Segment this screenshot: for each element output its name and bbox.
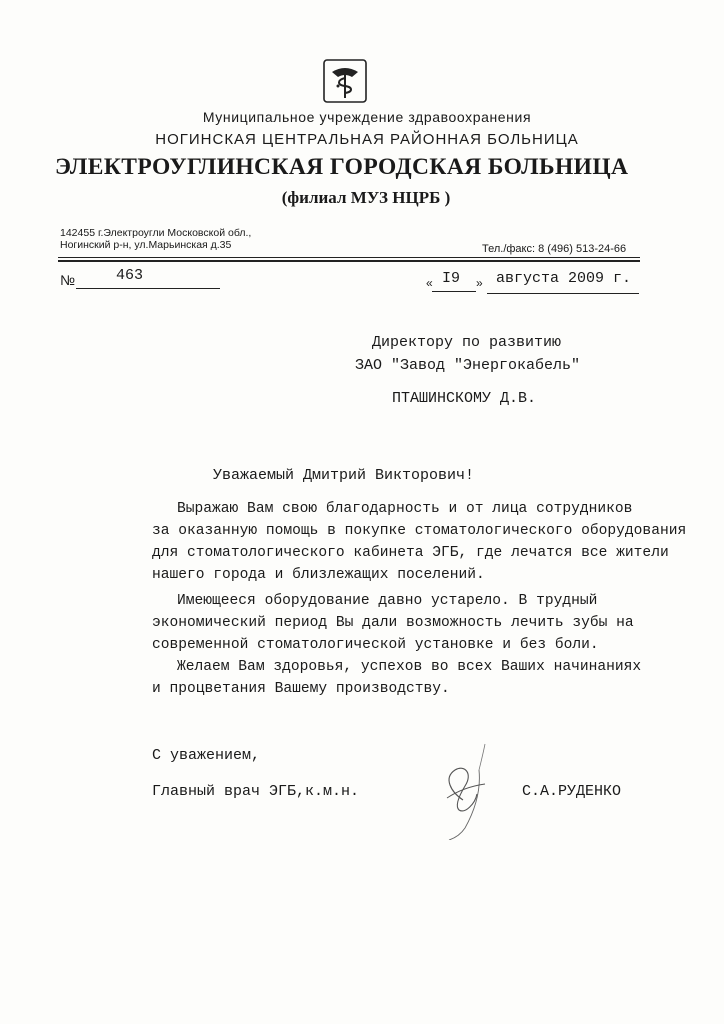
date-quote-close: » — [476, 276, 483, 290]
greeting: Уважаемый Дмитрий Викторович! — [213, 467, 475, 484]
recipient-company: ЗАО "Завод "Энергокабель" — [355, 357, 581, 374]
body-line: Желаем Вам здоровья, успехов во всех Ваших начинаниях — [177, 659, 642, 675]
body-line: экономический период Вы дали возможность лечить зубы на — [152, 615, 634, 631]
body-line: Выражаю Вам свою благодарность и от лица сотрудников — [177, 501, 633, 517]
date-month-year: августа 2009 г. — [496, 270, 632, 287]
body-line: современной стоматологической установке и без боли. — [152, 637, 599, 653]
org-branch: (филиал МУЗ НЦРБ ) — [281, 188, 451, 207]
ref-number-label: № — [60, 272, 76, 288]
body-line: нашего города и близлежащих поселений. — [152, 567, 485, 583]
address-line-1: 142455 г.Электроугли Московской обл., — [60, 227, 252, 239]
address-line-2: Ногинский р-н, ул.Марьинская д.35 — [60, 239, 232, 251]
recipient-title: Директору по развитию — [372, 334, 562, 351]
date-month-underline — [487, 293, 639, 294]
body-line: и процветания Вашему производству. — [152, 681, 450, 697]
handwritten-signature — [425, 740, 505, 840]
org-type: Муниципальное учреждение здравоохранения — [202, 109, 532, 125]
body-line: для стоматологического кабинета ЭГБ, где лечатся все жители — [152, 545, 669, 561]
header-divider — [58, 257, 640, 258]
header-divider-thick — [58, 260, 640, 262]
body-line: за оказанную помощь в покупке стоматологического оборудования — [152, 523, 687, 539]
ref-number-underline — [76, 288, 220, 289]
closing-regards: С уважением, — [152, 747, 261, 764]
signer-name: С.А.РУДЕНКО — [522, 783, 622, 800]
ref-number: 463 — [116, 267, 144, 284]
body-line: Имеющееся оборудование давно устарело. В трудный — [177, 593, 598, 609]
date-day-underline — [432, 291, 476, 292]
date-quote-open: « — [426, 276, 433, 290]
org-name: ЭЛЕКТРОУГЛИНСКАЯ ГОРОДСКАЯ БОЛЬНИЦА — [55, 154, 629, 180]
date-day: I9 — [442, 270, 461, 287]
phone-fax: Тел./факс: 8 (496) 513-24-66 — [482, 243, 627, 255]
medical-emblem-icon — [322, 58, 368, 104]
recipient-name: ПТАШИНСКОМУ Д.В. — [392, 390, 537, 407]
org-parent: НОГИНСКАЯ ЦЕНТРАЛЬНАЯ РАЙОННАЯ БОЛЬНИЦА — [155, 131, 579, 148]
signer-position: Главный врач ЭГБ,к.м.н. — [152, 783, 360, 800]
